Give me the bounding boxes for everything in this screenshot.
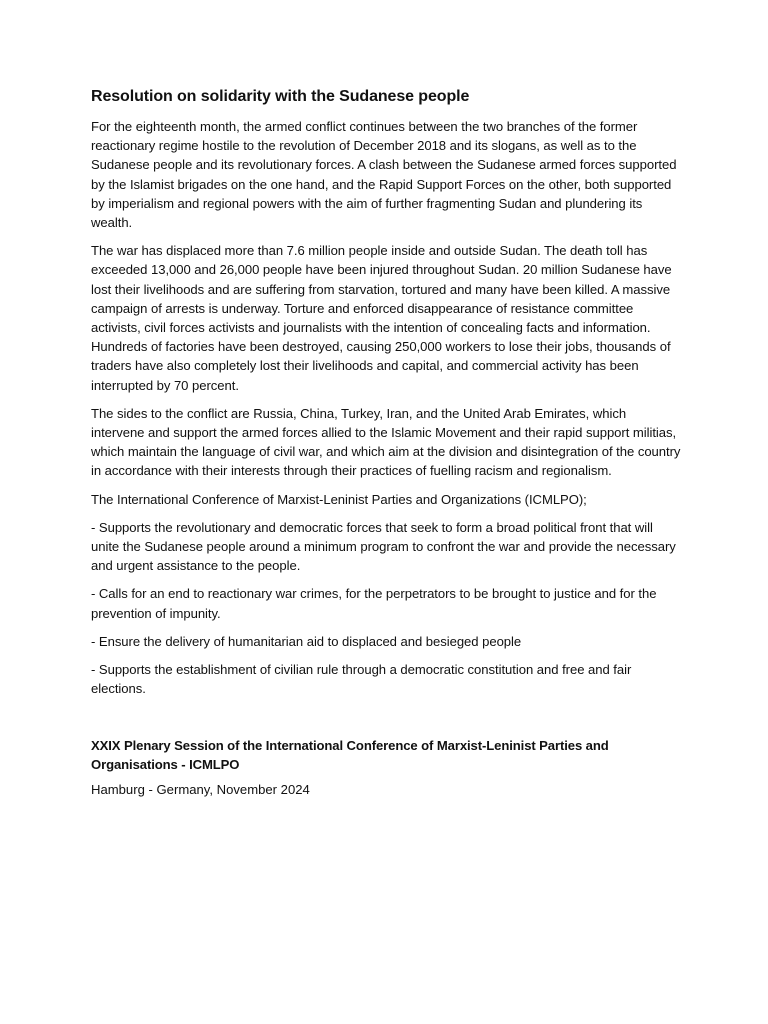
document-title: Resolution on solidarity with the Sudanese people [91, 88, 470, 105]
resolution-point-civilian-rule: - Supports the establishment of civilian rule through a democratic constitution and free and fair elections. [91, 662, 632, 697]
resolution-point-supports-front: - Supports the revolutionary and democratic forces that seek to form a broad political front that will unite the Sudanese people around a minimum program to confront the war and provide the necessary and urgent assistance to the people. [91, 519, 676, 574]
section-spacer [91, 707, 681, 736]
document-page [91, 86, 681, 799]
paragraph-war-impact: The war has displaced more than 7.6 million people inside and outside Sudan. The death toll has exceeded 13,000 and 26,000 people have been injured throughout Sudan. 20 million Sudanese have lost their livelihoods and are suffering from starvation, tortured and many have been killed. A massive campaign of arrests is underway. Torture and enforced disappearance of resistance committee activists, civil forces activists and journalists with the intention of concealing facts and information. Hundreds of factories have been destroyed, causing 250,000 workers to lose their jobs, thousands of traders have also completely lost their livelihoods and capital, and commercial activity has been interrupted by 70 percent. [91, 243, 672, 393]
place-date: Hamburg - Germany, November 2024 [91, 782, 310, 798]
session-title: XXIX Plenary Session of the International Conference of Marxist-Leninist Parties and Organisations - ICMLPO [91, 738, 609, 773]
resolution-point-humanitarian-aid: - Ensure the delivery of humanitarian aid to displaced and besieged people [91, 633, 522, 649]
paragraph-conflict-sides: The sides to the conflict are Russia, China, Turkey, Iran, and the United Arab Emirates, which intervene and support the armed forces allied to the Islamic Movement and their rapid support militias, which maintain the language of civil war, and which aim at the division and disintegration of the country in accordance with their interests through their practices of fuelling racism and regionalism. [91, 405, 681, 479]
paragraph-icmlpo: The International Conference of Marxist-Leninist Parties and Organizations (ICMLPO); [91, 491, 587, 507]
resolution-point-war-crimes: - Calls for an end to reactionary war crimes, for the perpetrators to be brought to justice and for the prevention of impunity. [91, 586, 657, 621]
paragraph-intro: For the eighteenth month, the armed conflict continues between the two branches of the former reactionary regime hostile to the revolution of December 2018 and its slogans, as well as to the Sudanese people and its revolutionary forces. A clash between the Sudanese armed forces supported by the Islamist brigades on the one hand, and the Rapid Support Forces on the other, both supported by imperialism and regional powers with the aim of further fragmenting Sudan and plundering its wealth. [91, 119, 677, 231]
